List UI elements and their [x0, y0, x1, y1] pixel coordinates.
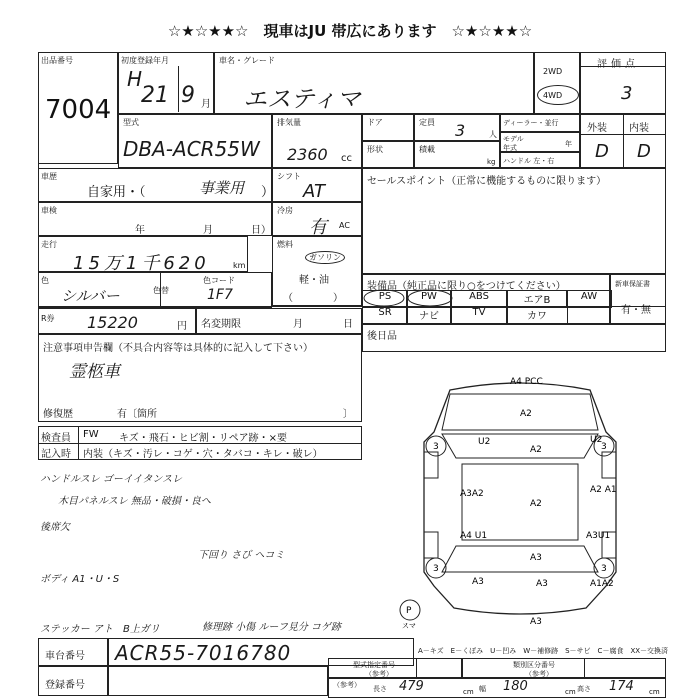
registration-month: 9	[181, 83, 195, 108]
mark-4: A3A2	[460, 489, 484, 499]
name-change-cell	[196, 308, 362, 334]
fuel-paren: （ ）	[283, 293, 343, 304]
inspector-sym-label: 記入時	[41, 449, 71, 460]
length-unit: cm	[463, 688, 474, 696]
mileage-label: 走行	[41, 240, 57, 249]
inspector-label: 検査員	[41, 433, 71, 444]
height-label: 高さ	[577, 685, 591, 693]
class-no-ref: （参考）	[525, 670, 553, 678]
color-change-label: 色替	[153, 286, 169, 295]
history-value: 自家用・（	[87, 185, 146, 200]
registration-month-unit: 月	[201, 99, 211, 110]
notes-value: 霊柩車	[69, 362, 120, 382]
warranty-label: 新車保証書	[615, 280, 650, 288]
drive-cell	[534, 52, 580, 114]
recycle-cell	[38, 308, 196, 334]
rear-item-cell	[362, 324, 666, 352]
mark-1: A2	[520, 409, 532, 419]
width-label: 幅	[479, 685, 486, 693]
drive-circle	[537, 85, 579, 105]
dealer-label: ディーラー・並行	[503, 119, 559, 127]
handle-label: ハンドル 左・右	[503, 157, 555, 165]
equip-ps: PS	[362, 290, 408, 308]
displacement-label: 排気量	[277, 118, 301, 127]
inspection-day: 日）	[251, 225, 271, 236]
mark-2: A2	[530, 445, 542, 455]
model-year-unit: 年	[565, 140, 572, 148]
reg-number-label: 登録番号	[45, 680, 85, 691]
model-year-cell	[500, 132, 580, 152]
rear-item-label: 後日品	[367, 331, 397, 342]
notes-label: 注意事項申告欄（不具合内容等は具体的に記入して下さい）	[43, 343, 313, 354]
height-value: 174	[609, 679, 634, 694]
model-year-label1: モデル	[503, 135, 524, 143]
recycle-label: R券	[41, 314, 55, 323]
grade-value: 3	[621, 83, 633, 104]
load-cell	[414, 141, 500, 168]
displacement-unit: cc	[341, 153, 352, 164]
drive-2wd: 2WD	[543, 67, 563, 76]
diagram-legend: A－キズ E－くぼみ U－凹み W－補修跡 S－サビ C－腐食 XX－交換済	[418, 647, 669, 655]
mark-7: A3U1	[586, 531, 611, 541]
mark-6: A4 U1	[460, 531, 488, 541]
name-change-month: 月	[293, 319, 303, 330]
remark-1: ハンドルスレ ゴーイイタンスレ	[40, 474, 183, 485]
class-no-label: 類別区分番号	[513, 661, 555, 669]
remark-2: 木目パネルスレ 無品・破損・良へ	[58, 496, 211, 507]
remark-5: ボディ A1・U・S	[40, 574, 120, 585]
mark-5: A2 A1	[590, 485, 617, 495]
remark-6: ステッカー アト B上ガリ	[40, 624, 160, 635]
dealer-cell	[500, 114, 580, 132]
mark-13: U2	[478, 437, 491, 447]
mark-9: A3	[536, 579, 548, 589]
aircon-label: 冷房	[277, 206, 293, 215]
type-no-ref: （参考）	[365, 670, 393, 678]
equip-sr: SR	[362, 306, 408, 324]
displacement-cell	[272, 114, 362, 168]
banner-title: ☆★☆★★☆ 現車はJU 帯広にあります ☆★☆★★☆	[167, 22, 533, 40]
color-cell	[38, 272, 272, 308]
mark-10: A3	[472, 577, 484, 587]
inspector-fw: FW	[83, 429, 99, 440]
type-label: 型式	[123, 118, 139, 127]
mileage-unit: km	[233, 261, 246, 270]
registration-era: H	[127, 67, 143, 91]
history-label: 車歴	[41, 172, 57, 181]
recycle-value: 15220	[87, 313, 138, 332]
capacity-cell	[414, 114, 500, 141]
equip-navi: ナビ	[406, 306, 452, 324]
equip-leather: カワ	[506, 306, 568, 324]
lot-label: 出品番号	[41, 56, 73, 65]
equipment-circles	[362, 288, 462, 310]
recycle-unit: 円	[177, 321, 187, 332]
shape-label: 形状	[367, 145, 383, 154]
registration-cell	[118, 52, 214, 114]
remark-4: 下回り さび ヘコミ	[198, 550, 285, 561]
model-year-label2: 年式	[503, 144, 517, 152]
interior-value: D	[637, 141, 651, 162]
history-cell	[38, 168, 275, 202]
color-label: 色	[41, 276, 49, 285]
capacity-unit: 人	[489, 130, 497, 139]
repair-label: 修復歴	[43, 409, 73, 420]
load-label: 積載	[419, 145, 435, 154]
width-value: 180	[503, 679, 528, 694]
chassis-value: ACR55-7016780	[115, 641, 292, 665]
chassis-label-cell	[38, 638, 108, 666]
warranty-value: 有・無	[621, 305, 651, 316]
reg-number-label-cell	[38, 666, 108, 696]
name-change-day: 日	[343, 319, 353, 330]
repair-value: 有〔箇所	[117, 409, 157, 420]
notes-cell	[38, 334, 362, 422]
aircon-cell	[272, 202, 362, 236]
mileage-value: 15万1千620	[73, 253, 210, 274]
color-code-label: 色コード	[203, 276, 235, 285]
name-change-label: 名変期限	[201, 319, 241, 330]
mark-8: A3	[530, 553, 542, 563]
dimensions-cell	[328, 678, 666, 698]
remarks-area	[38, 460, 358, 636]
dimensions-ref: （参考）	[333, 681, 361, 689]
history-handwritten: 事業用	[199, 179, 245, 197]
color-value: シルバー	[61, 287, 120, 305]
equip-tv: TV	[450, 306, 508, 324]
lot-number: 7004	[45, 95, 112, 125]
model-name-value: エスティマ	[243, 85, 361, 113]
type-value: DBA-ACR55W	[123, 137, 260, 161]
registration-year: 21	[141, 83, 169, 108]
history-close: ）	[261, 185, 275, 200]
length-label: 長さ	[373, 685, 387, 693]
shape-cell	[362, 141, 414, 168]
chassis-label: 車台番号	[45, 651, 85, 662]
inspection-month: 月	[203, 225, 213, 236]
mark-12: A3	[530, 617, 542, 627]
door-label: ドア	[367, 118, 383, 127]
model-name-label: 車名・グレード	[219, 56, 275, 65]
shift-cell	[272, 168, 362, 202]
sales-point-cell	[362, 168, 666, 274]
model-name-cell	[214, 52, 534, 114]
handle-cell	[500, 152, 580, 168]
mark-11: A1A2	[590, 579, 614, 589]
equip-abs: ABS	[450, 290, 508, 308]
remark-3: 後席欠	[40, 522, 70, 533]
fuel-gasoline: ガソリン	[305, 251, 345, 264]
diagram-marks	[402, 377, 617, 630]
door-cell	[362, 114, 414, 141]
reg-number-value-cell	[108, 666, 328, 696]
interior-label: 内装	[629, 123, 649, 134]
mark-16: 3	[601, 442, 607, 452]
aircon-value: 有	[309, 217, 327, 238]
mileage-cell	[38, 236, 248, 272]
aircon-extra: AC	[339, 221, 350, 230]
shift-label: シフト	[277, 172, 301, 181]
inspection-year: 年	[135, 225, 145, 236]
fuel-label: 燃料	[277, 240, 293, 249]
shift-value: AT	[303, 181, 325, 202]
exterior-value: D	[595, 141, 609, 162]
displacement-value: 2360	[287, 145, 328, 164]
inspection-cell	[38, 202, 272, 236]
repair-close: 〕	[343, 409, 353, 420]
mark-18: 3	[601, 564, 607, 574]
registration-label: 初度登録年月	[121, 56, 169, 65]
equip-aw: AW	[566, 290, 612, 308]
warranty-cell	[610, 274, 666, 324]
inspector-row2: 内装（キズ・汚レ・コゲ・穴・タバコ・キレ・破レ）	[83, 449, 323, 460]
fuel-cell	[272, 236, 362, 306]
inspector-row1: キズ・飛石・ヒビ割・リペア跡・×要	[119, 433, 287, 444]
capacity-label: 定員	[419, 118, 435, 127]
type-cell	[118, 114, 272, 168]
height-unit: cm	[649, 688, 660, 696]
type-no-cell	[328, 658, 462, 678]
equip-pw: PW	[406, 290, 452, 308]
equipment-label: 装備品（純正品に限り○をつけてください）	[367, 281, 566, 292]
color-code: 1F7	[207, 287, 233, 303]
grade-cell	[580, 52, 666, 114]
drive-4wd: 4WD	[543, 91, 563, 100]
type-no-label: 型式指定番号	[353, 661, 395, 669]
length-value: 479	[399, 679, 424, 694]
diagram-front-label: A4 PCC	[510, 377, 543, 387]
fuel-diesel: 軽・油	[299, 275, 329, 286]
mark-15: 3	[433, 442, 439, 452]
remark-7: 修理跡 小傷 ルーフ見分 コゲ跡	[202, 622, 342, 633]
p-sub: スマ	[402, 622, 416, 630]
class-no-cell	[462, 658, 666, 678]
mark-3: A2	[530, 499, 542, 509]
load-unit: kg	[487, 158, 496, 166]
exterior-label: 外装	[587, 123, 607, 134]
car-damage-diagram	[380, 372, 670, 630]
mark-14: U2	[590, 435, 603, 445]
mark-17: 3	[433, 564, 439, 574]
p-label: P	[406, 606, 412, 616]
capacity-value: 3	[455, 121, 466, 140]
lot-box	[38, 52, 118, 164]
width-unit: cm	[565, 688, 576, 696]
grade-label: 評価点	[597, 59, 639, 70]
inspection-label: 車検	[41, 206, 57, 215]
sales-point-label: セールスポイント（正常に機能するものに限ります）	[367, 176, 607, 187]
equip-airbag: エアB	[506, 290, 568, 308]
